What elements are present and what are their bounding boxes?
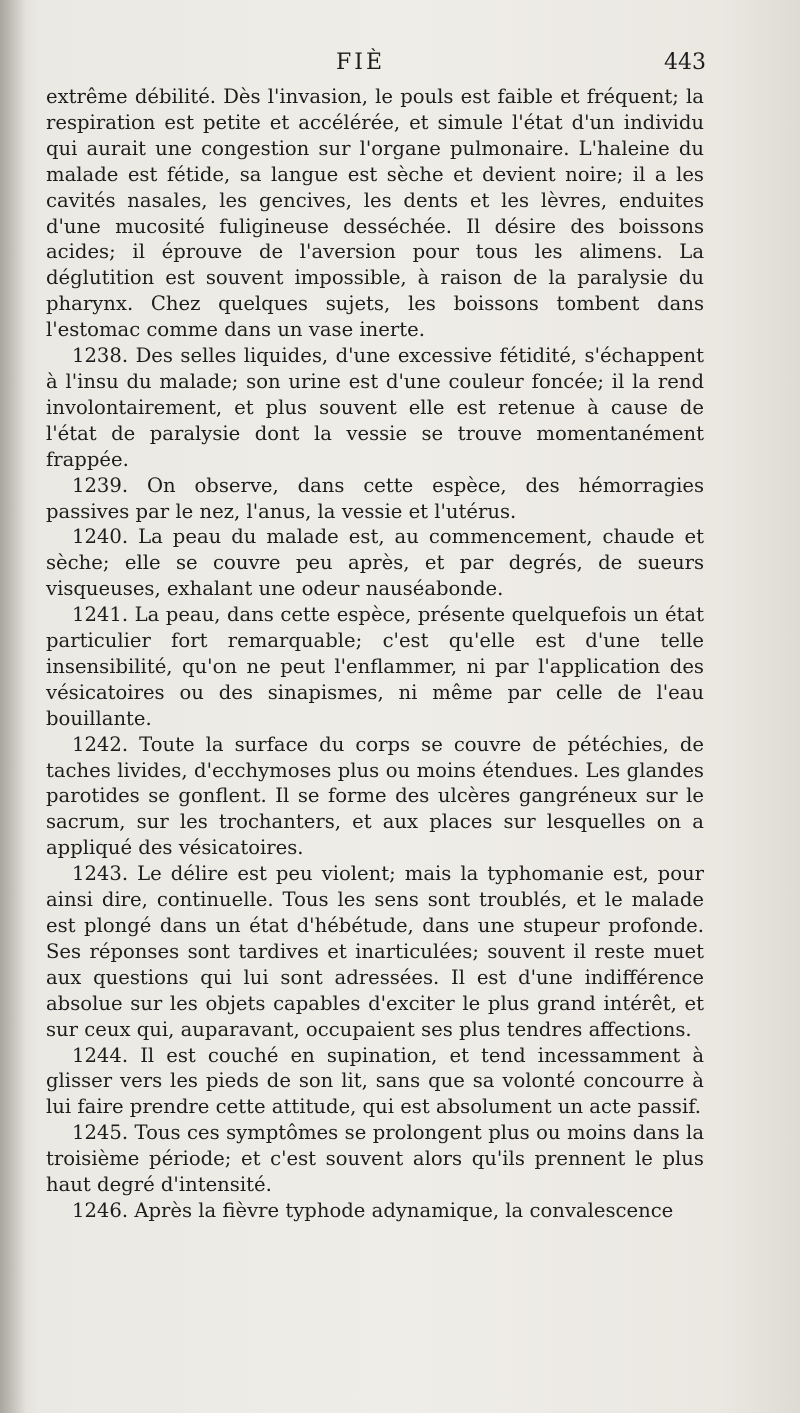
paragraph-1239 (46, 473, 704, 525)
paragraph-number: 1244. (72, 1043, 129, 1067)
paragraph-number: 1240. (72, 525, 129, 549)
paragraph-text: Il est couché en supination, et tend incessamment à glisser vers les pieds de son lit, sans que sa volonté concourre à lui faire prendre cette attitude, qui est absolument un acte passif. (46, 1043, 705, 1119)
paragraph-number: 1238. (72, 344, 129, 368)
paragraph-number: 1241. (72, 603, 129, 627)
paragraph-1240 (46, 524, 704, 602)
paragraph-text: La peau, dans cette espèce, présente quelquefois un état particulier fort remarquable; c'est qu'elle est d'une telle insensibilité, qu'on ne peut l'enflammer, ni par l'application des vésicatoires ou des sinapismes, ni même par celle de l'eau bouillante. (46, 603, 704, 730)
paragraph-text: Après la fièvre typhode adynamique, la convalescence (134, 1198, 674, 1222)
paragraph-text: La peau du malade est, au commencement, chaude et sèche; elle se couvre peu après, et par degrés, de sueurs visqueuses, exhalant une odeur nauséabonde. (46, 525, 704, 601)
running-head: FIÈ (336, 50, 386, 75)
paragraph-text: Tous ces symptômes se prolongent plus ou moins dans la troisième période; et c'est souvent alors qu'ils prennent le plus haut degré d'intensité. (46, 1121, 705, 1197)
paragraph-number: 1243. (72, 862, 129, 886)
paragraph-text: extrême débilité. Dès l'invasion, le pouls est faible et fréquent; la respiration est petite et accélérée, et simule l'état d'un individu qui aurait une congestion sur l'organe pulmonaire. L'haleine du malade est fétide, sa langue est sèche et devient noire; il a les cavités nasales, les gencives, les dents et les lèvres, enduites d'une mucosité fuligineuse desséchée. Il désire des boissons acides; il éprouve de l'aversion pour tous les alimens. La déglutition est souvent impossible, à raison de la paralysie du pharynx. Chez quelques sujets, les boissons tombent dans l'estomac comme dans un vase inerte. (46, 85, 704, 342)
paragraph-text: Le délire est peu violent; mais la typhomanie est, pour ainsi dire, continuelle. Tous les sens sont troublés, et le malade est plongé dans un état d'hébétude, dans une stupeur profonde. Ses réponses sont tardives et inarticulées; souvent il reste muet aux questions qui lui sont adressées. Il est d'une indifférence absolue sur les objets capables d'exciter le plus grand intérêt, et sur ceux qui, auparavant, occupaient ses plus tendres affections. (46, 862, 705, 1041)
paragraph-text: On observe, dans cette espèce, des hémorragies passives par le nez, l'anus, la vessie et l'utérus. (46, 473, 705, 523)
body-text (46, 84, 704, 1224)
paragraph-1242 (46, 732, 704, 862)
paragraph-number: 1245. (72, 1121, 129, 1145)
paragraph-1244 (46, 1043, 704, 1121)
paragraph-continuation (46, 84, 704, 343)
paragraph-text: Des selles liquides, d'une excessive fétidité, s'échappent à l'insu du malade; son urine est d'une couleur foncée; il la rend involontairement, et plus souvent elle est retenue à cause de l'état de paralysie dont la vessie se trouve momentanément frappée. (46, 344, 704, 471)
paragraph-1238 (46, 343, 704, 473)
page-header (46, 50, 706, 80)
paragraph-text: Toute la surface du corps se couvre de pétéchies, de taches livides, d'ecchymoses plus ou moins étendues. Les glandes parotides se gonflent. Il se forme des ulcères gangréneux sur le sacrum, sur les trochanters, et aux places sur lesquelles on a appliqué des vésicatoires. (46, 732, 704, 860)
paragraph-1243 (46, 861, 704, 1042)
paragraph-number: 1242. (72, 732, 129, 756)
paragraph-1241 (46, 602, 704, 732)
paragraph-1245 (46, 1120, 704, 1198)
page-number: 443 (664, 50, 706, 75)
paragraph-number: 1239. (72, 473, 129, 497)
paragraph-1246 (46, 1198, 704, 1224)
paragraph-number: 1246. (72, 1198, 129, 1222)
page-gutter-shadow (0, 0, 26, 1413)
